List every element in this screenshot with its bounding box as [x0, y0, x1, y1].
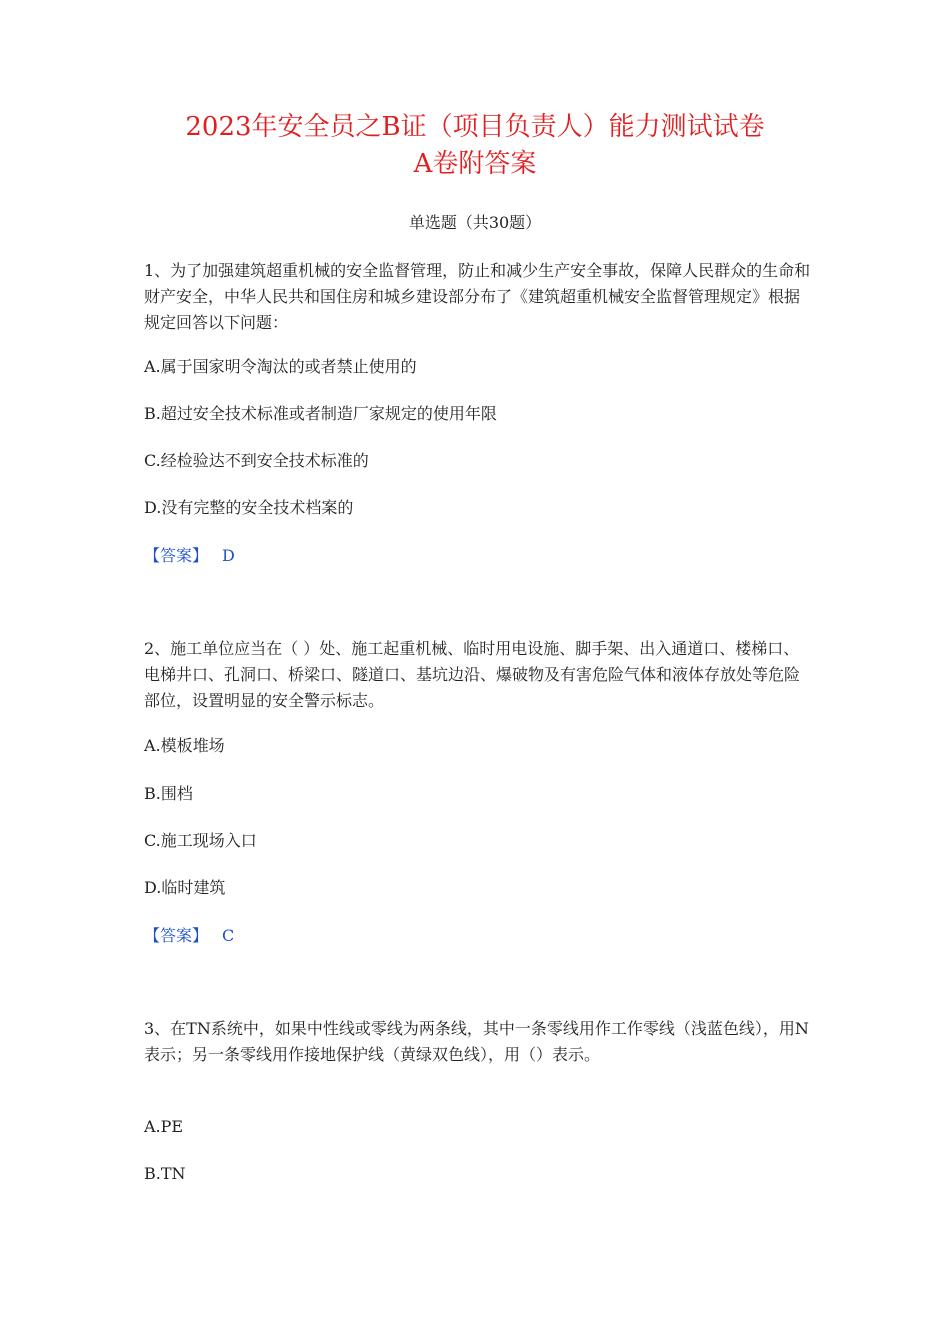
question-2-option-b: B.围档	[144, 784, 193, 803]
question-2-answer	[144, 924, 234, 948]
question-2-option-c: C.施工现场入口	[144, 831, 257, 850]
answer-value: C	[222, 926, 235, 945]
answer-label: 【答案】	[144, 546, 209, 565]
document-title-line2: A卷附答案	[413, 149, 537, 179]
question-3-option-b: B.TN	[144, 1164, 186, 1183]
question-2-text: 2、施工单位应当在（ ）处、施工起重机械、临时用电设施、脚手架、出入通道口、楼梯口、电梯井口、孔洞口、桥梁口、隧道口、基坑边沿、爆破物及有害危险气体和液体存放处等危险部位，设置明显的安全警示标志。	[144, 639, 801, 710]
document-title-line1: 2023年安全员之B证（项目负责人）能力测试试卷	[185, 112, 765, 142]
section-heading: 单选题（共30题）	[408, 213, 542, 232]
question-1-option-d: D.没有完整的安全技术档案的	[144, 498, 354, 517]
question-2-option-a: A.模板堆场	[144, 736, 225, 755]
question-3-option-a: A.PE	[144, 1117, 184, 1136]
answer-value: D	[222, 546, 235, 565]
question-1-option-a: A.属于国家明令淘汰的或者禁止使用的	[144, 357, 417, 376]
question-2-option-d: D.临时建筑	[144, 878, 226, 897]
question-1-option-c: C.经检验达不到安全技术标准的	[144, 451, 369, 470]
question-1-answer	[144, 544, 235, 568]
question-1-option-b: B.超过安全技术标准或者制造厂家规定的使用年限	[144, 404, 497, 423]
question-3-text: 3、在TN系统中，如果中性线或零线为两条线，其中一条零线用作工作零线（浅蓝色线），用N表示；另一条零线用作接地保护线（黄绿双色线），用（）表示。	[144, 1019, 809, 1064]
question-1-text: 1、为了加强建筑超重机械的安全监督管理，防止和减少生产安全事故，保障人民群众的生命和财产安全，中华人民共和国住房和城乡建设部分布了《建筑超重机械安全监督管理规定》根据规定回答以下问题：	[144, 261, 811, 332]
answer-label: 【答案】	[144, 926, 209, 945]
